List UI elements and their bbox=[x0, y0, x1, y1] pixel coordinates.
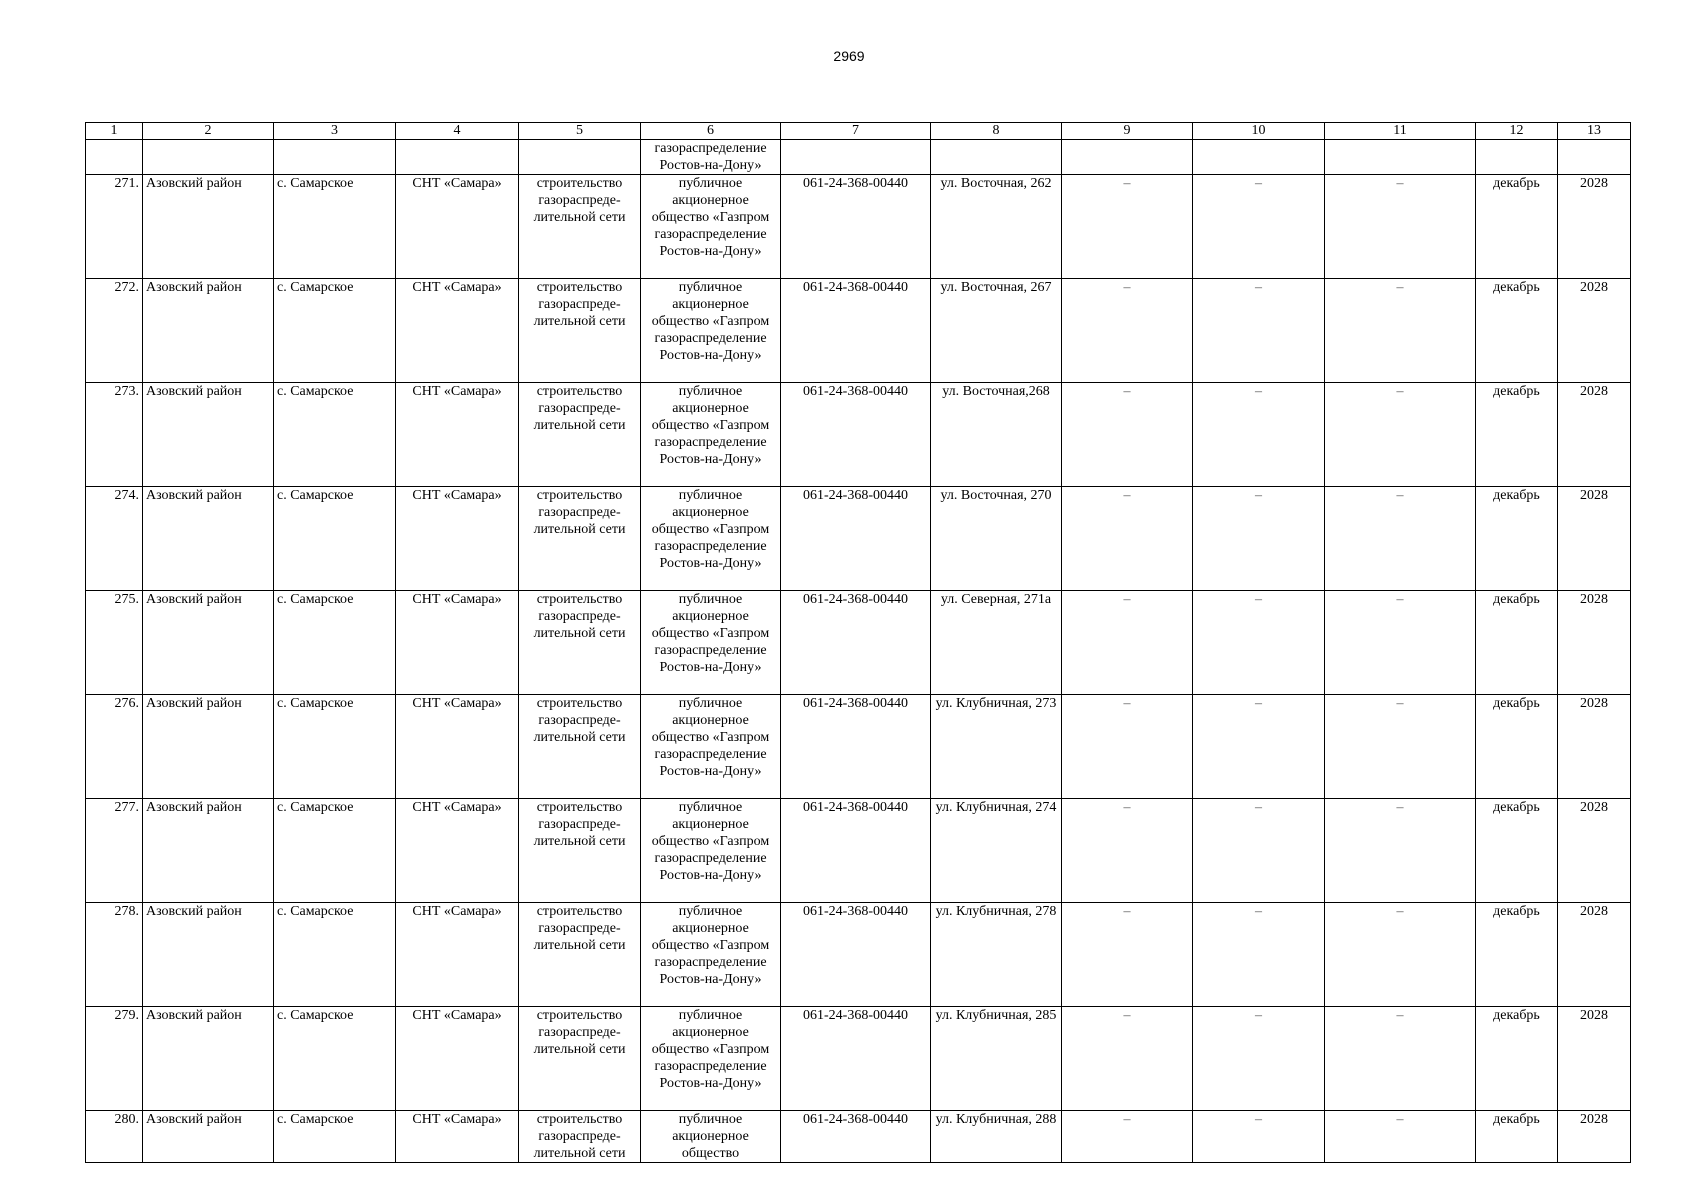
cell-operator: публичное акционерное общество «Газпром газораспределение Ростов-на-Дону» bbox=[641, 175, 781, 279]
column-header: 4 bbox=[396, 123, 519, 140]
cell-col9: – bbox=[1062, 1111, 1193, 1163]
cell-row-number: 277. bbox=[86, 799, 143, 903]
cell-organization: СНТ «Самара» bbox=[396, 279, 519, 383]
cell-work-type: строительство газораспреде-лительной сети bbox=[519, 383, 641, 487]
column-header: 12 bbox=[1476, 123, 1558, 140]
cell-organization: СНТ «Самара» bbox=[396, 1111, 519, 1163]
cell-col9: – bbox=[1062, 591, 1193, 695]
cell-settlement: с. Самарское bbox=[274, 591, 396, 695]
cell-district: Азовский район bbox=[143, 175, 274, 279]
cell-month: декабрь bbox=[1476, 279, 1558, 383]
cell-settlement: с. Самарское bbox=[274, 1111, 396, 1163]
table-row bbox=[86, 591, 1631, 695]
cell-col9: – bbox=[1062, 487, 1193, 591]
cell-address: ул. Клубничная, 274 bbox=[931, 799, 1062, 903]
cell-operator: публичное акционерное общество «Газпром газораспределение Ростов-на-Дону» bbox=[641, 383, 781, 487]
cell-address: ул. Клубничная, 273 bbox=[931, 695, 1062, 799]
cell-code: 061-24-368-00440 bbox=[781, 1007, 931, 1111]
cell-settlement: с. Самарское bbox=[274, 175, 396, 279]
cell-operator: публичное акционерное общество bbox=[641, 1111, 781, 1163]
column-header: 8 bbox=[931, 123, 1062, 140]
column-header: 13 bbox=[1558, 123, 1631, 140]
cell-row-number: 276. bbox=[86, 695, 143, 799]
cell-district: Азовский район bbox=[143, 591, 274, 695]
cell-month: декабрь bbox=[1476, 487, 1558, 591]
cell-col10: – bbox=[1193, 1111, 1325, 1163]
cell-col9: – bbox=[1062, 799, 1193, 903]
register-table bbox=[85, 122, 1631, 1163]
cell-row-number: 274. bbox=[86, 487, 143, 591]
cell-settlement: с. Самарское bbox=[274, 1007, 396, 1111]
column-header: 6 bbox=[641, 123, 781, 140]
cell-address: ул. Клубничная, 278 bbox=[931, 903, 1062, 1007]
cell-code: 061-24-368-00440 bbox=[781, 279, 931, 383]
cell-col11: – bbox=[1325, 799, 1476, 903]
cell-work-type: строительство газораспреде-лительной сети bbox=[519, 903, 641, 1007]
cell-district: Азовский район bbox=[143, 799, 274, 903]
cell-month: декабрь bbox=[1476, 1111, 1558, 1163]
cell-col11: – bbox=[1325, 903, 1476, 1007]
column-header: 9 bbox=[1062, 123, 1193, 140]
cell-month: декабрь bbox=[1476, 799, 1558, 903]
cell-district: Азовский район bbox=[143, 279, 274, 383]
cell-code: 061-24-368-00440 bbox=[781, 695, 931, 799]
cell-district: Азовский район bbox=[143, 383, 274, 487]
cell-month: декабрь bbox=[1476, 591, 1558, 695]
table-row bbox=[86, 903, 1631, 1007]
cell-work-type: строительство газораспреде-лительной сети bbox=[519, 591, 641, 695]
cell-empty bbox=[396, 140, 519, 175]
table-row bbox=[86, 487, 1631, 591]
cell-empty bbox=[1476, 140, 1558, 175]
cell-operator: публичное акционерное общество «Газпром газораспределение Ростов-на-Дону» bbox=[641, 487, 781, 591]
cell-col9: – bbox=[1062, 383, 1193, 487]
column-header: 7 bbox=[781, 123, 931, 140]
column-header: 2 bbox=[143, 123, 274, 140]
continued-row bbox=[86, 140, 1631, 175]
cell-organization: СНТ «Самара» bbox=[396, 175, 519, 279]
cell-settlement: с. Самарское bbox=[274, 487, 396, 591]
cell-empty bbox=[931, 140, 1062, 175]
table-row bbox=[86, 799, 1631, 903]
cell-organization: СНТ «Самара» bbox=[396, 903, 519, 1007]
cell-operator: публичное акционерное общество «Газпром газораспределение Ростов-на-Дону» bbox=[641, 1007, 781, 1111]
cell-operator: публичное акционерное общество «Газпром газораспределение Ростов-на-Дону» bbox=[641, 279, 781, 383]
cell-year: 2028 bbox=[1558, 1111, 1631, 1163]
column-header: 1 bbox=[86, 123, 143, 140]
cell-organization: СНТ «Самара» bbox=[396, 591, 519, 695]
cell-year: 2028 bbox=[1558, 487, 1631, 591]
cell-work-type: строительство газораспреде-лительной сети bbox=[519, 1007, 641, 1111]
table-header bbox=[86, 123, 1631, 140]
cell-settlement: с. Самарское bbox=[274, 903, 396, 1007]
cell-settlement: с. Самарское bbox=[274, 799, 396, 903]
cell-code: 061-24-368-00440 bbox=[781, 487, 931, 591]
cell-col10: – bbox=[1193, 1007, 1325, 1111]
cell-organization: СНТ «Самара» bbox=[396, 487, 519, 591]
cell-address: ул. Северная, 271а bbox=[931, 591, 1062, 695]
cell-col11: – bbox=[1325, 1111, 1476, 1163]
cell-col11: – bbox=[1325, 591, 1476, 695]
cell-work-type: строительство газораспреде-лительной сети bbox=[519, 1111, 641, 1163]
cell-code: 061-24-368-00440 bbox=[781, 175, 931, 279]
cell-col11: – bbox=[1325, 175, 1476, 279]
cell-empty bbox=[1062, 140, 1193, 175]
cell-operator: публичное акционерное общество «Газпром газораспределение Ростов-на-Дону» bbox=[641, 695, 781, 799]
cell-address: ул. Восточная, 270 bbox=[931, 487, 1062, 591]
cell-row-number: 271. bbox=[86, 175, 143, 279]
cell-col10: – bbox=[1193, 903, 1325, 1007]
cell-empty bbox=[143, 140, 274, 175]
cell-year: 2028 bbox=[1558, 1007, 1631, 1111]
cell-work-type: строительство газораспреде-лительной сети bbox=[519, 487, 641, 591]
cell-col9: – bbox=[1062, 695, 1193, 799]
table-row bbox=[86, 175, 1631, 279]
column-header: 5 bbox=[519, 123, 641, 140]
table-row bbox=[86, 279, 1631, 383]
cell-code: 061-24-368-00440 bbox=[781, 903, 931, 1007]
cell-operator: публичное акционерное общество «Газпром газораспределение Ростов-на-Дону» bbox=[641, 903, 781, 1007]
column-header: 10 bbox=[1193, 123, 1325, 140]
cell-address: ул. Клубничная, 288 bbox=[931, 1111, 1062, 1163]
table-row bbox=[86, 383, 1631, 487]
cell-col10: – bbox=[1193, 799, 1325, 903]
cell-empty bbox=[1193, 140, 1325, 175]
cell-month: декабрь bbox=[1476, 383, 1558, 487]
cell-address: ул. Восточная, 262 bbox=[931, 175, 1062, 279]
table-body bbox=[86, 140, 1631, 1163]
cell-year: 2028 bbox=[1558, 175, 1631, 279]
cell-row-number: 272. bbox=[86, 279, 143, 383]
cell-month: декабрь bbox=[1476, 175, 1558, 279]
cell-work-type: строительство газораспреде-лительной сети bbox=[519, 175, 641, 279]
cell-row-number: 275. bbox=[86, 591, 143, 695]
cell-col9: – bbox=[1062, 175, 1193, 279]
cell-empty bbox=[274, 140, 396, 175]
cell-col9: – bbox=[1062, 1007, 1193, 1111]
cell-col10: – bbox=[1193, 487, 1325, 591]
cell-empty bbox=[86, 140, 143, 175]
cell-operator: публичное акционерное общество «Газпром газораспределение Ростов-на-Дону» bbox=[641, 799, 781, 903]
cell-row-number: 273. bbox=[86, 383, 143, 487]
cell-month: декабрь bbox=[1476, 1007, 1558, 1111]
cell-empty bbox=[1558, 140, 1631, 175]
cell-year: 2028 bbox=[1558, 279, 1631, 383]
cell-col11: – bbox=[1325, 1007, 1476, 1111]
header-row bbox=[86, 123, 1631, 140]
cell-row-number: 278. bbox=[86, 903, 143, 1007]
cell-settlement: с. Самарское bbox=[274, 383, 396, 487]
cell-code: 061-24-368-00440 bbox=[781, 591, 931, 695]
cell-col10: – bbox=[1193, 591, 1325, 695]
cell-row-number: 279. bbox=[86, 1007, 143, 1111]
cell-district: Азовский район bbox=[143, 695, 274, 799]
cell-organization: СНТ «Самара» bbox=[396, 799, 519, 903]
cell-work-type: строительство газораспреде-лительной сети bbox=[519, 799, 641, 903]
cell-row-number: 280. bbox=[86, 1111, 143, 1163]
cell-col11: – bbox=[1325, 695, 1476, 799]
cell-col9: – bbox=[1062, 279, 1193, 383]
cell-code: 061-24-368-00440 bbox=[781, 1111, 931, 1163]
cell-year: 2028 bbox=[1558, 903, 1631, 1007]
cell-month: декабрь bbox=[1476, 695, 1558, 799]
cell-year: 2028 bbox=[1558, 383, 1631, 487]
cell-district: Азовский район bbox=[143, 487, 274, 591]
cell-district: Азовский район bbox=[143, 1111, 274, 1163]
table-row bbox=[86, 695, 1631, 799]
cell-col9: – bbox=[1062, 903, 1193, 1007]
cell-year: 2028 bbox=[1558, 695, 1631, 799]
cell-address: ул. Восточная, 267 bbox=[931, 279, 1062, 383]
cell-empty bbox=[519, 140, 641, 175]
cell-year: 2028 bbox=[1558, 799, 1631, 903]
cell-col10: – bbox=[1193, 383, 1325, 487]
cell-empty bbox=[1325, 140, 1476, 175]
cell-address: ул. Клубничная, 285 bbox=[931, 1007, 1062, 1111]
cell-district: Азовский район bbox=[143, 1007, 274, 1111]
cell-operator: публичное акционерное общество «Газпром газораспределение Ростов-на-Дону» bbox=[641, 591, 781, 695]
cell-work-type: строительство газораспреде-лительной сети bbox=[519, 279, 641, 383]
cell-col11: – bbox=[1325, 383, 1476, 487]
cell-year: 2028 bbox=[1558, 591, 1631, 695]
cell-organization: СНТ «Самара» bbox=[396, 383, 519, 487]
cell-settlement: с. Самарское bbox=[274, 279, 396, 383]
cell-col10: – bbox=[1193, 695, 1325, 799]
cell-operator: газораспределение Ростов-на-Дону» bbox=[641, 140, 781, 175]
cell-district: Азовский район bbox=[143, 903, 274, 1007]
table-row bbox=[86, 1007, 1631, 1111]
cell-col11: – bbox=[1325, 487, 1476, 591]
cell-organization: СНТ «Самара» bbox=[396, 1007, 519, 1111]
cell-code: 061-24-368-00440 bbox=[781, 383, 931, 487]
cell-month: декабрь bbox=[1476, 903, 1558, 1007]
table-row bbox=[86, 1111, 1631, 1163]
column-header: 3 bbox=[274, 123, 396, 140]
cell-col10: – bbox=[1193, 175, 1325, 279]
cell-code: 061-24-368-00440 bbox=[781, 799, 931, 903]
cell-settlement: с. Самарское bbox=[274, 695, 396, 799]
cell-empty bbox=[781, 140, 931, 175]
page-number: 2969 bbox=[833, 48, 865, 64]
cell-col11: – bbox=[1325, 279, 1476, 383]
cell-address: ул. Восточная,268 bbox=[931, 383, 1062, 487]
cell-col10: – bbox=[1193, 279, 1325, 383]
cell-organization: СНТ «Самара» bbox=[396, 695, 519, 799]
cell-work-type: строительство газораспреде-лительной сети bbox=[519, 695, 641, 799]
column-header: 11 bbox=[1325, 123, 1476, 140]
